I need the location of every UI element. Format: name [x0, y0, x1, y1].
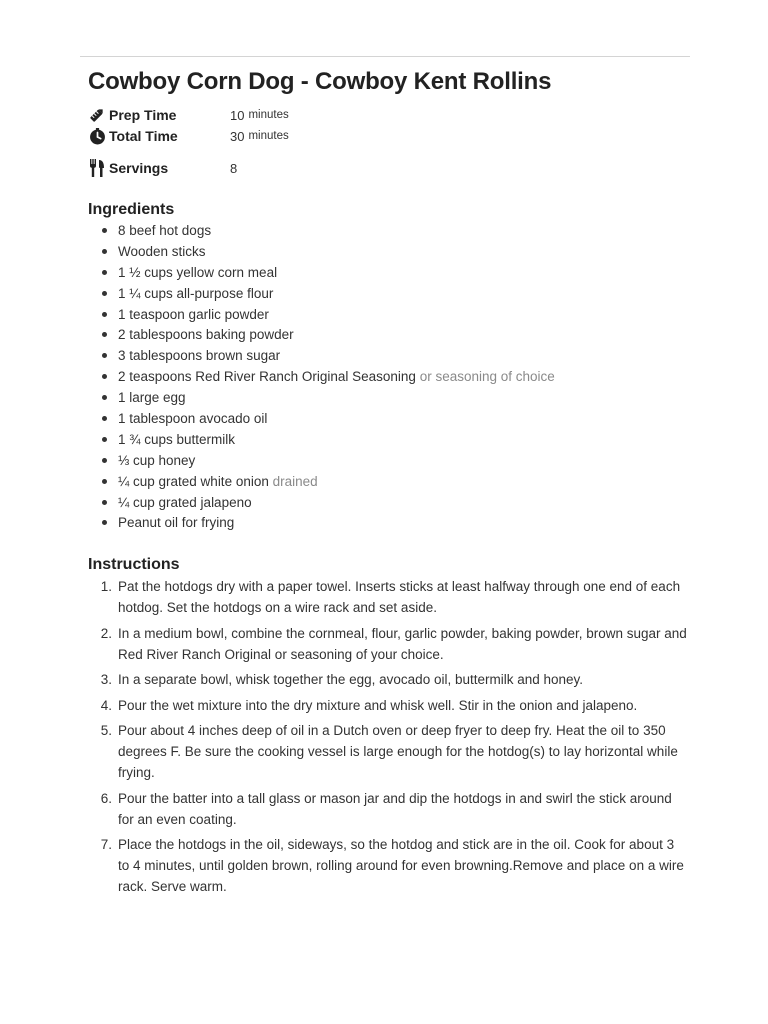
- instruction-step: [88, 834, 688, 897]
- pencil-icon: [88, 106, 106, 124]
- servings-value: 8: [230, 160, 238, 176]
- instruction-step: [88, 720, 688, 783]
- ingredient-text: 2 tablespoons baking powder: [118, 327, 294, 343]
- total-time-unit: minutes: [248, 130, 289, 142]
- ingredient-item: [88, 262, 688, 283]
- ingredients-heading: Ingredients: [88, 201, 175, 218]
- ingredient-item: [88, 220, 688, 241]
- ingredient-text: 1 large egg: [118, 390, 186, 406]
- step-number: 3.: [100, 672, 112, 687]
- total-time-label: Total Time: [109, 128, 178, 144]
- top-divider: [80, 56, 690, 57]
- ingredient-item: [88, 324, 688, 345]
- prep-time-row: [88, 105, 289, 125]
- instruction-step: [88, 576, 688, 618]
- total-time-row: [88, 126, 289, 146]
- instruction-step: [88, 669, 688, 690]
- step-number: 7.: [100, 837, 112, 852]
- ingredient-text: 1 ½ cups yellow corn meal: [118, 264, 278, 280]
- ingredient-note: or seasoning of choice: [419, 369, 555, 385]
- instruction-step: [88, 788, 688, 830]
- ingredient-text: 8 beef hot dogs: [118, 223, 212, 238]
- ingredient-item: [88, 283, 688, 304]
- servings-row: [88, 158, 237, 178]
- utensils-icon: [88, 159, 106, 177]
- ingredient-item: [88, 492, 688, 513]
- instruction-step: [88, 695, 688, 716]
- ingredient-item: [88, 471, 688, 492]
- ingredient-item: [88, 345, 688, 366]
- ingredient-item: [88, 387, 688, 408]
- step-text: Place the hotdogs in the oil, sideways, so the hotdog and stick are in the oil. Cook for about 3 to 4 minutes, until golden brown, rolling around for even browning.Remove and place on a wire rack. Serve warm.: [118, 837, 684, 894]
- step-number: 5.: [100, 723, 112, 738]
- ingredient-item: [88, 366, 688, 387]
- step-number: 6.: [100, 790, 112, 806]
- ingredient-item: [88, 241, 688, 262]
- recipe-title: Cowboy Corn Dog - Cowboy Kent Rollins: [88, 68, 552, 95]
- ingredient-text: 1 ¼ cups all-purpose flour: [118, 285, 274, 301]
- prep-time-unit: minutes: [248, 109, 289, 121]
- step-text: In a separate bowl, whisk together the egg, avocado oil, buttermilk and honey.: [118, 672, 584, 687]
- step-number: 1.: [100, 579, 112, 594]
- prep-time-value: 10: [230, 107, 245, 123]
- ingredient-item: [88, 408, 688, 429]
- ingredient-text: 1 tablespoon avocado oil: [118, 411, 268, 427]
- ingredient-item: [88, 512, 688, 533]
- clock-icon: [88, 127, 106, 145]
- step-text: Pour the wet mixture into the dry mixture and whisk well. Stir in the onion and jalapeno.: [118, 697, 638, 713]
- ingredient-text: ⅓ cup honey: [118, 452, 196, 468]
- total-time-value: 30: [230, 128, 245, 144]
- step-text: Pour the batter into a tall glass or mason jar and dip the hotdogs in and swirl the stick around for an even coating.: [118, 790, 672, 827]
- step-number: 4.: [100, 697, 112, 713]
- ingredient-note: drained: [272, 473, 318, 489]
- step-text: In a medium bowl, combine the cornmeal, flour, garlic powder, baking powder, brown sugar and Red River Ranch Original or seasoning of your choice.: [118, 625, 687, 662]
- ingredient-item: [88, 429, 688, 450]
- step-text: Pat the hotdogs dry with a paper towel. Inserts sticks at least halfway through one end of each hotdog. Set the hotdogs on a wire rack and set aside.: [118, 579, 681, 615]
- ingredient-text: Wooden sticks: [118, 243, 206, 259]
- ingredient-text: 2 teaspoons Red River Ranch Original Seasoning: [118, 369, 416, 385]
- prep-time-label: Prep Time: [109, 107, 177, 123]
- step-number: 2.: [100, 625, 112, 641]
- ingredient-text: 1 teaspoon garlic powder: [118, 306, 269, 322]
- ingredient-text: 3 tablespoons brown sugar: [118, 348, 281, 364]
- ingredient-text: 1 ¾ cups buttermilk: [118, 431, 236, 447]
- ingredient-item: [88, 304, 688, 325]
- instruction-step: [88, 623, 688, 665]
- step-text: Pour about 4 inches deep of oil in a Dutch oven or deep fryer to deep fry. Heat the oil to 350 degrees F. Be sure the cooking vessel is large enough for the hotdog(s) to lay horizontal while frying.: [118, 723, 678, 780]
- ingredients-list: [88, 220, 688, 533]
- ingredient-item: [88, 450, 688, 471]
- ingredient-text: ¼ cup grated white onion: [118, 473, 269, 489]
- instructions-list: [88, 576, 688, 902]
- servings-label: Servings: [109, 160, 169, 176]
- ingredient-text: Peanut oil for frying: [118, 515, 235, 531]
- ingredient-text: ¼ cup grated jalapeno: [118, 494, 252, 510]
- instructions-heading: Instructions: [88, 556, 180, 573]
